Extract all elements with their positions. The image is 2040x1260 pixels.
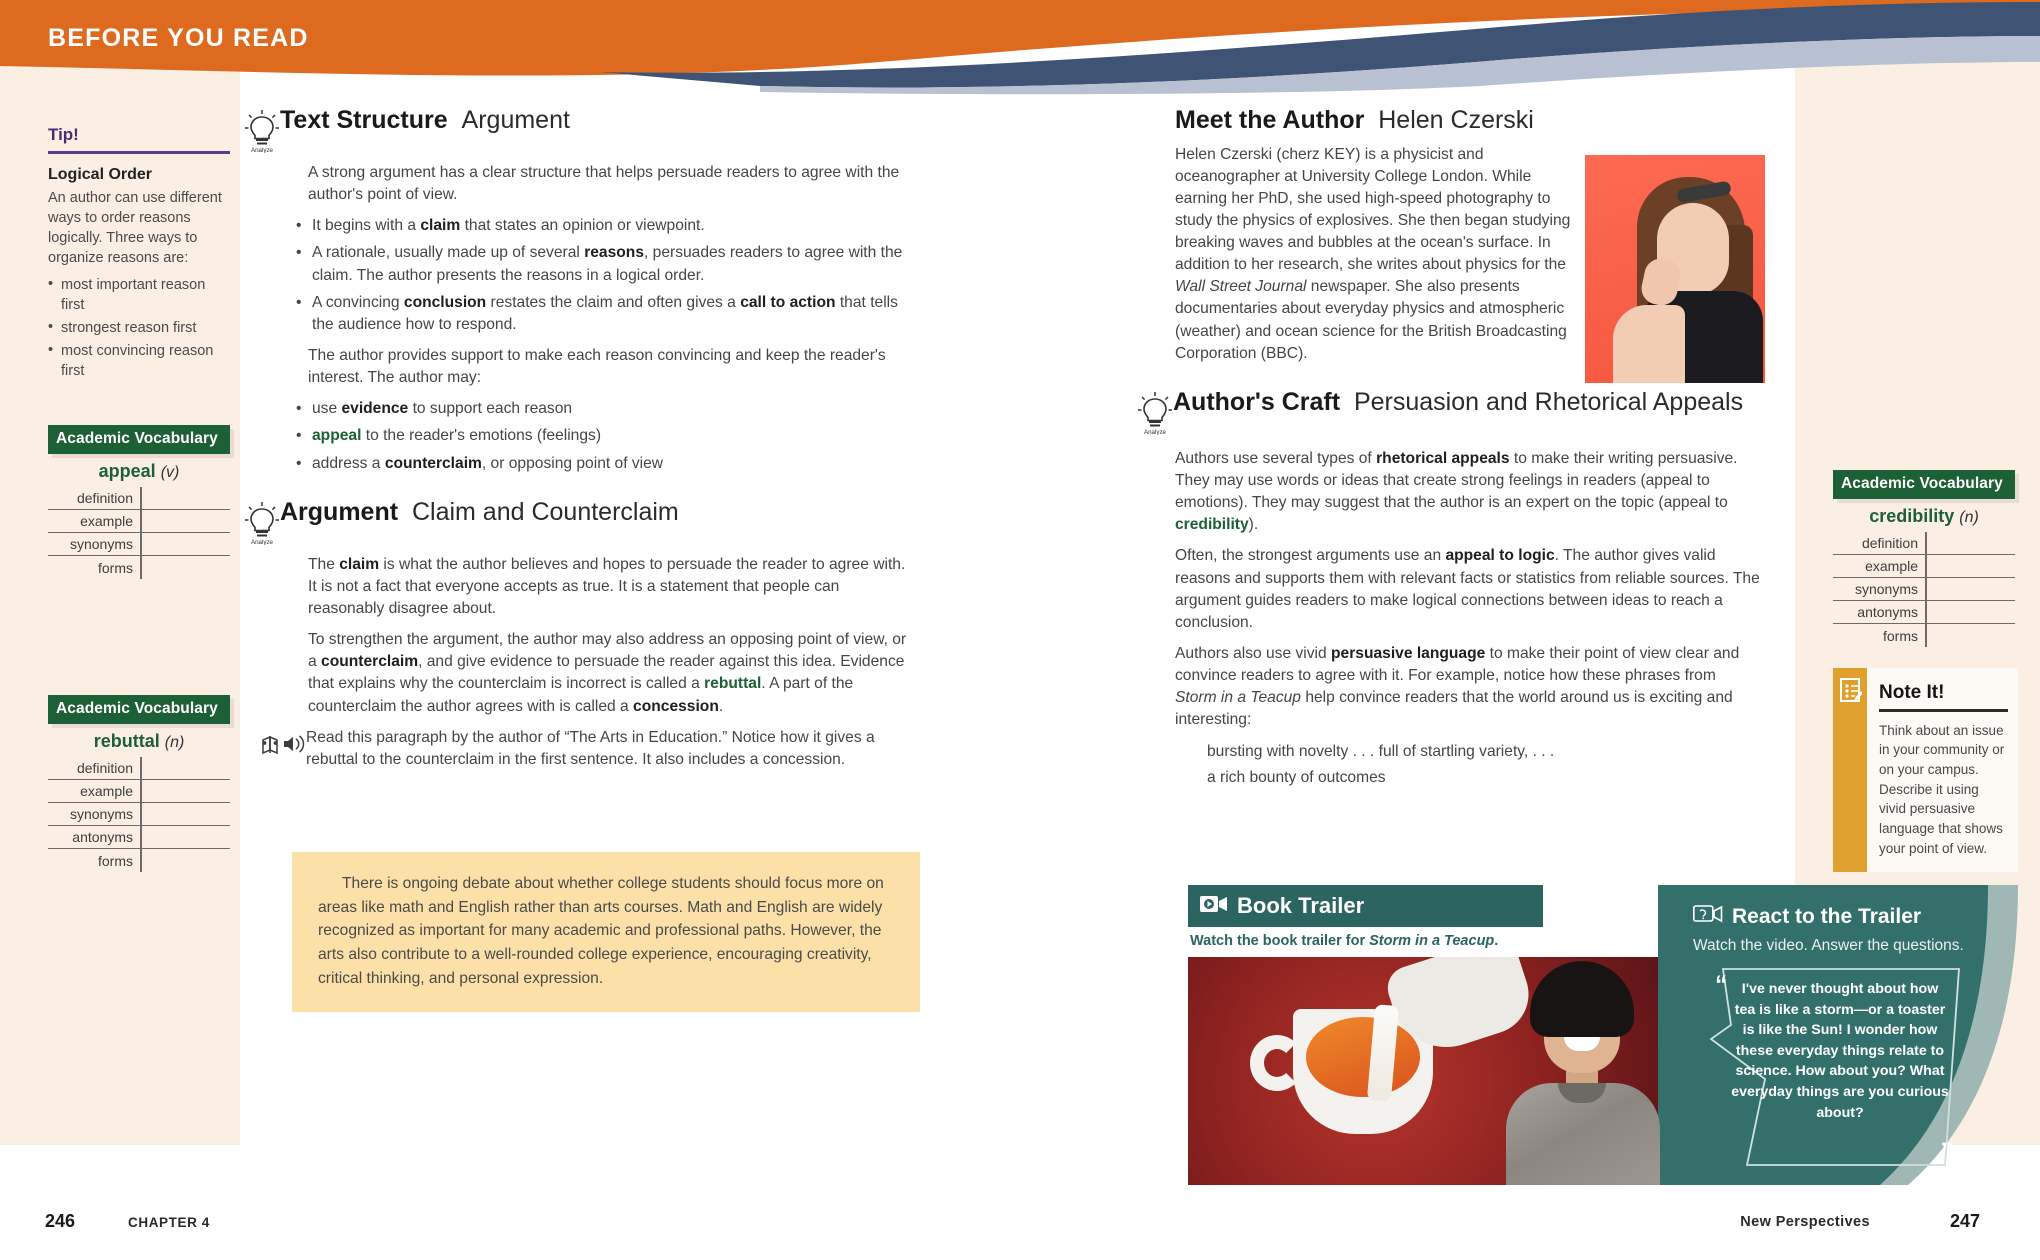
paragraph-bold: rhetorical appeals xyxy=(1376,449,1510,467)
authors-craft-paragraph-1 xyxy=(1175,448,1760,537)
tip-label: Tip! xyxy=(48,125,79,144)
paragraph-italic-title: Wall Street Journal xyxy=(1175,278,1307,296)
table-row[interactable] xyxy=(1833,601,2015,624)
row-divider xyxy=(140,487,142,510)
table-row[interactable] xyxy=(48,826,230,849)
lightbulb-analyze-icon xyxy=(1137,391,1173,440)
section-title-light: Persuasion and Rhetorical Appeals xyxy=(1353,387,1744,416)
argument-paragraph-1 xyxy=(282,554,907,620)
react-to-trailer-section xyxy=(1188,885,2018,1185)
row-divider xyxy=(140,826,142,849)
table-row[interactable] xyxy=(48,556,230,579)
section-title-bold: Text Structure xyxy=(280,106,448,134)
row-divider xyxy=(1925,624,1927,647)
bullet-bold: claim xyxy=(420,217,461,235)
tip-body: An author can use different ways to order reasons logically. Three ways to organize reasons are: xyxy=(48,190,222,266)
list-item xyxy=(312,242,907,286)
bullet-post: that states an opinion or viewpoint. xyxy=(460,217,705,235)
bullet-pre: use xyxy=(312,400,342,418)
row-divider xyxy=(1925,532,1927,555)
section-title-bold: Meet the Author xyxy=(1175,106,1365,134)
instruction-pre: Watch the book trailer for xyxy=(1190,933,1370,949)
row-label: definition xyxy=(1861,535,1918,551)
row-label: synonyms xyxy=(69,536,133,552)
row-divider xyxy=(140,533,142,556)
row-divider xyxy=(1925,555,1927,578)
authors-craft-quote-2: a rich bounty of outcomes xyxy=(1207,768,1386,786)
list-item: • most convincing reason first xyxy=(48,341,230,381)
vocabulary-word xyxy=(48,731,230,752)
paragraph-part-a: Authors use several types of xyxy=(1175,449,1377,467)
student-photo xyxy=(1488,957,1678,1185)
row-label: forms xyxy=(98,852,133,869)
author-portrait-photo xyxy=(1585,155,1765,383)
note-it-box xyxy=(1833,668,2018,872)
paragraph-part-d: . xyxy=(718,697,724,715)
paragraph-part-b: . The author gives valid reasons and supports them with relevant facts or statistics from reliable sources. The argument guides readers to make logical connections between ideas to reach a conclusion. xyxy=(1175,547,1760,631)
row-divider xyxy=(140,849,142,872)
bullet-pre: A convincing xyxy=(312,293,404,311)
paragraph-part-c: . A part of the counterclaim the author agrees with is called a xyxy=(308,675,854,715)
text-structure-paragraph-2: The author provides support to make each reason convincing and keep the reader's interest. The author may: xyxy=(308,346,886,387)
bullet-green-term: appeal xyxy=(312,427,362,445)
argument-paragraph-2 xyxy=(282,629,907,718)
note-it-text: Think about an issue in your community or on your campus. Describe it using vivid persuasive language that shows your point of view. xyxy=(1879,722,2005,856)
paragraph-green-term: credibility xyxy=(1175,516,1249,534)
vocabulary-rows xyxy=(48,487,230,579)
analyze-icon-label: Analyze xyxy=(1143,428,1167,435)
bullet-bold: counterclaim xyxy=(384,454,482,472)
section-header-text-structure xyxy=(250,105,907,158)
section-header-authors-craft xyxy=(1143,387,1760,440)
vocabulary-term: credibility xyxy=(1869,506,1955,526)
page-banner xyxy=(0,0,2040,95)
section-title-light: Helen Czerski xyxy=(1378,106,1534,134)
list-item xyxy=(312,292,907,336)
tip-bullet-list xyxy=(48,275,230,381)
paragraph-bold-2: concession xyxy=(633,697,719,715)
note-it-divider xyxy=(1879,709,2008,712)
excerpt-text: There is ongoing debate about whether college students should focus more on areas like math and English rather than arts courses. Math and English are widely recognized as important for many academic and professional paths. However, the arts also contribute to a well-rounded college experience, encouraging creativity, critical thinking, and personal expression. xyxy=(318,875,884,987)
book-trailer-panel xyxy=(1188,885,2018,1185)
tip-divider xyxy=(48,151,230,154)
paragraph-bold: persuasive language xyxy=(1331,645,1486,663)
vocabulary-word xyxy=(48,461,230,482)
row-label: antonyms xyxy=(1857,604,1918,620)
row-label: synonyms xyxy=(1854,581,1918,597)
vocabulary-term: rebuttal xyxy=(93,731,160,751)
excerpt-highlight-box xyxy=(292,852,920,1012)
row-label: synonyms xyxy=(69,806,133,822)
paragraph-bold: appeal to logic xyxy=(1445,547,1555,565)
paragraph-italic-title: Storm in a Teacup xyxy=(1175,689,1301,707)
row-divider xyxy=(140,510,142,533)
unit-label: New Perspectives xyxy=(1740,1214,1870,1230)
paragraph-part-a: To strengthen the argument, the author may also address an opposing point of view, or a xyxy=(308,631,907,671)
bullet-post: restates the claim and often gives a xyxy=(486,293,741,311)
banner-title: BEFORE YOU READ xyxy=(48,24,309,52)
row-divider xyxy=(140,803,142,826)
section-header-argument xyxy=(250,497,907,550)
paragraph-part-c: help convince readers that the world around us is exciting and interesting: xyxy=(1175,689,1733,729)
row-label: example xyxy=(1865,558,1918,574)
vocabulary-word xyxy=(1833,506,2015,527)
paragraph-post: is what the author believes and hopes to persuade the reader to agree with. It is not a fact that everyone accepts as true. It is a statement that people can reasonably disagree about. xyxy=(308,555,906,617)
table-row[interactable] xyxy=(1833,555,2015,578)
academic-vocabulary-header: Academic Vocabulary xyxy=(48,425,230,454)
academic-vocabulary-card-rebuttal xyxy=(48,695,230,872)
academic-vocabulary-card-appeal xyxy=(48,425,230,579)
row-label: definition xyxy=(76,490,133,506)
bullet-pre: It begins with a xyxy=(312,217,421,235)
bullet-post: , or opposing point of view xyxy=(481,454,664,472)
vocabulary-term: appeal xyxy=(98,461,156,481)
photo-arm xyxy=(1613,305,1685,383)
table-row[interactable] xyxy=(1833,578,2015,601)
academic-vocabulary-header: Academic Vocabulary xyxy=(48,695,230,724)
note-it-accent-bar xyxy=(1833,668,1867,872)
bullet-pre: A rationale, usually made up of several xyxy=(312,244,585,262)
section-title-bold: Author's Craft xyxy=(1173,387,1341,416)
text-structure-bullets-2 xyxy=(282,398,907,474)
section-title-light: Claim and Counterclaim xyxy=(411,497,679,526)
paragraph-part-a: Often, the strongest arguments use an xyxy=(1175,547,1446,565)
react-quote-bubble xyxy=(1709,967,1961,1167)
academic-vocabulary-card-credibility xyxy=(1833,470,2015,647)
bullet-bold: reasons xyxy=(584,244,644,262)
bullet-post: , persuades readers to agree with the claim. The author presents the reasons in a logical order. xyxy=(312,244,903,284)
note-it-title: Note It! xyxy=(1879,682,1945,703)
row-divider xyxy=(1925,601,1927,624)
quote-mark-open-icon: “ xyxy=(1715,971,1728,999)
table-row[interactable] xyxy=(48,780,230,803)
paragraph-green-term: rebuttal xyxy=(704,675,762,693)
table-row[interactable] xyxy=(48,533,230,556)
paragraph-bold: claim xyxy=(339,555,380,573)
paragraph-bold-1: counterclaim xyxy=(321,653,419,671)
row-divider xyxy=(140,780,142,803)
list-item: • most important reason first xyxy=(48,275,230,315)
paragraph-part-b: to make their writing persuasive. They may use words or ideas that create strong feelings in readers (appeal to emotions). They may suggest that the author is an expert on the topic (appeal to xyxy=(1175,449,1738,512)
bullet-post: to the reader's emotions (feelings) xyxy=(361,427,602,445)
note-it-content xyxy=(1867,668,2018,872)
vocabulary-part-of-speech: (n) xyxy=(164,734,185,751)
section-title-bold: Argument xyxy=(280,497,399,526)
academic-vocabulary-header: Academic Vocabulary xyxy=(1833,470,2015,499)
bullet-post-2: that tells the audience how to respond. xyxy=(312,293,898,333)
row-label: definition xyxy=(76,760,133,776)
react-title: React to the Trailer xyxy=(1732,904,1922,928)
analyze-icon-label: Analyze xyxy=(250,538,274,545)
vocabulary-rows xyxy=(48,757,230,872)
row-divider xyxy=(1925,578,1927,601)
paragraph-part-a: Helen Czerski (cherz KEY) is a physicist and oceanographer at University College London. While earning her PhD, she used high-speed photography to study the physics of explosives. She then began studying breaking waves and bubbles at the ocean's surface. In addition to her research, she writes about physics for the xyxy=(1175,145,1571,274)
chapter-label: CHAPTER 4 xyxy=(128,1215,210,1230)
vocabulary-rows xyxy=(1833,532,2015,647)
read-aloud-icons[interactable] xyxy=(260,731,306,762)
section-title xyxy=(280,497,679,528)
row-label: example xyxy=(80,513,133,529)
instruction-book-title: Storm in a Teacup xyxy=(1369,933,1495,949)
bullet-pre: address a xyxy=(312,454,385,472)
list-item xyxy=(312,215,907,237)
row-label: forms xyxy=(98,559,133,576)
lightbulb-analyze-icon xyxy=(244,501,280,550)
left-page-number: 246 xyxy=(45,1211,76,1231)
tip-box xyxy=(48,125,230,384)
react-quote-text: I've never thought about how tea is like a storm—or a toaster is like the Sun! I wonder how these everyday things relate to science. How about you? What everyday things are you curious about? xyxy=(1731,981,1949,1121)
meet-the-author-paragraph xyxy=(1175,144,1575,365)
section-title xyxy=(1175,105,1534,136)
table-row[interactable] xyxy=(1833,624,2015,647)
authors-craft-quote-1: bursting with novelty . . . full of startling variety, . . . xyxy=(1207,742,1555,760)
vocabulary-part-of-speech: (v) xyxy=(160,464,180,481)
paragraph-part-c: ). xyxy=(1248,516,1259,534)
section-header-meet-the-author xyxy=(1175,105,1760,136)
text-structure-paragraph-1: A strong argument has a clear structure that helps persuade readers to agree with the author's point of view. xyxy=(308,164,900,204)
left-page-content xyxy=(250,105,907,780)
page-footer xyxy=(0,1190,2040,1260)
table-row[interactable] xyxy=(48,510,230,533)
row-divider xyxy=(140,757,142,780)
authors-craft-paragraph-3 xyxy=(1175,643,1760,732)
table-row[interactable] xyxy=(1833,532,2015,555)
row-label: example xyxy=(80,783,133,799)
list-item xyxy=(312,425,907,447)
notepad-pencil-icon xyxy=(1840,678,1860,702)
section-title-light: Argument xyxy=(461,106,570,134)
paragraph-part-b: , and give evidence to persuade the reader against this idea. Evidence that explains why the counterclaim is incorrect is called a xyxy=(308,653,905,693)
react-header xyxy=(1693,903,1921,930)
table-row[interactable] xyxy=(48,803,230,826)
react-subtitle: Watch the video. Answer the questions. xyxy=(1693,937,1964,954)
table-row[interactable] xyxy=(48,757,230,780)
instruction-post: . xyxy=(1494,933,1499,949)
lightbulb-analyze-icon xyxy=(244,109,280,158)
right-page-number: 247 xyxy=(1949,1211,1980,1231)
tip-heading: Logical Order xyxy=(48,166,153,183)
read-aloud-note-row xyxy=(282,727,907,780)
paragraph-pre: The xyxy=(308,555,340,573)
bullet-bold: evidence xyxy=(341,400,409,418)
row-divider xyxy=(140,556,142,579)
section-title xyxy=(280,105,570,136)
analyze-icon-label: Analyze xyxy=(250,147,274,153)
authors-craft-paragraph-2 xyxy=(1175,545,1760,634)
list-item xyxy=(312,398,907,420)
paragraph-part-b: to make their point of view clear and convince readers to agree with it. For example, notice how these phrases from xyxy=(1175,645,1740,685)
table-row[interactable] xyxy=(48,849,230,872)
text-structure-bullets-1 xyxy=(282,215,907,336)
quote-mark-close-icon: ” xyxy=(1940,1138,1953,1166)
video-reaction-icon xyxy=(1693,903,1723,930)
list-item: • strongest reason first xyxy=(48,318,230,338)
paragraph-part-b: newspaper. She also presents documentaries about everyday physics and atmospheric (weather) and ocean science for the British Broadcasting Corporation (BBC). xyxy=(1175,278,1567,362)
list-item xyxy=(312,453,907,475)
table-row[interactable] xyxy=(48,487,230,510)
student-hair xyxy=(1530,961,1634,1037)
section-title xyxy=(1173,387,1743,418)
bullet-post: to support each reason xyxy=(408,400,573,418)
book-trailer-tab-label: Book Trailer xyxy=(1237,893,1365,918)
read-aloud-note-text: Read this paragraph by the author of “The Arts in Education.” Notice how it gives a rebuttal to the counterclaim in the first sentence. It also includes a concession. xyxy=(306,728,875,768)
bullet-bold-2: call to action xyxy=(740,293,836,311)
row-label: antonyms xyxy=(72,829,133,845)
vocabulary-part-of-speech: (n) xyxy=(1959,509,1979,526)
paragraph-part-a: Authors also use vivid xyxy=(1175,645,1332,663)
bullet-bold: conclusion xyxy=(403,293,487,311)
row-label: forms xyxy=(1883,627,1918,644)
